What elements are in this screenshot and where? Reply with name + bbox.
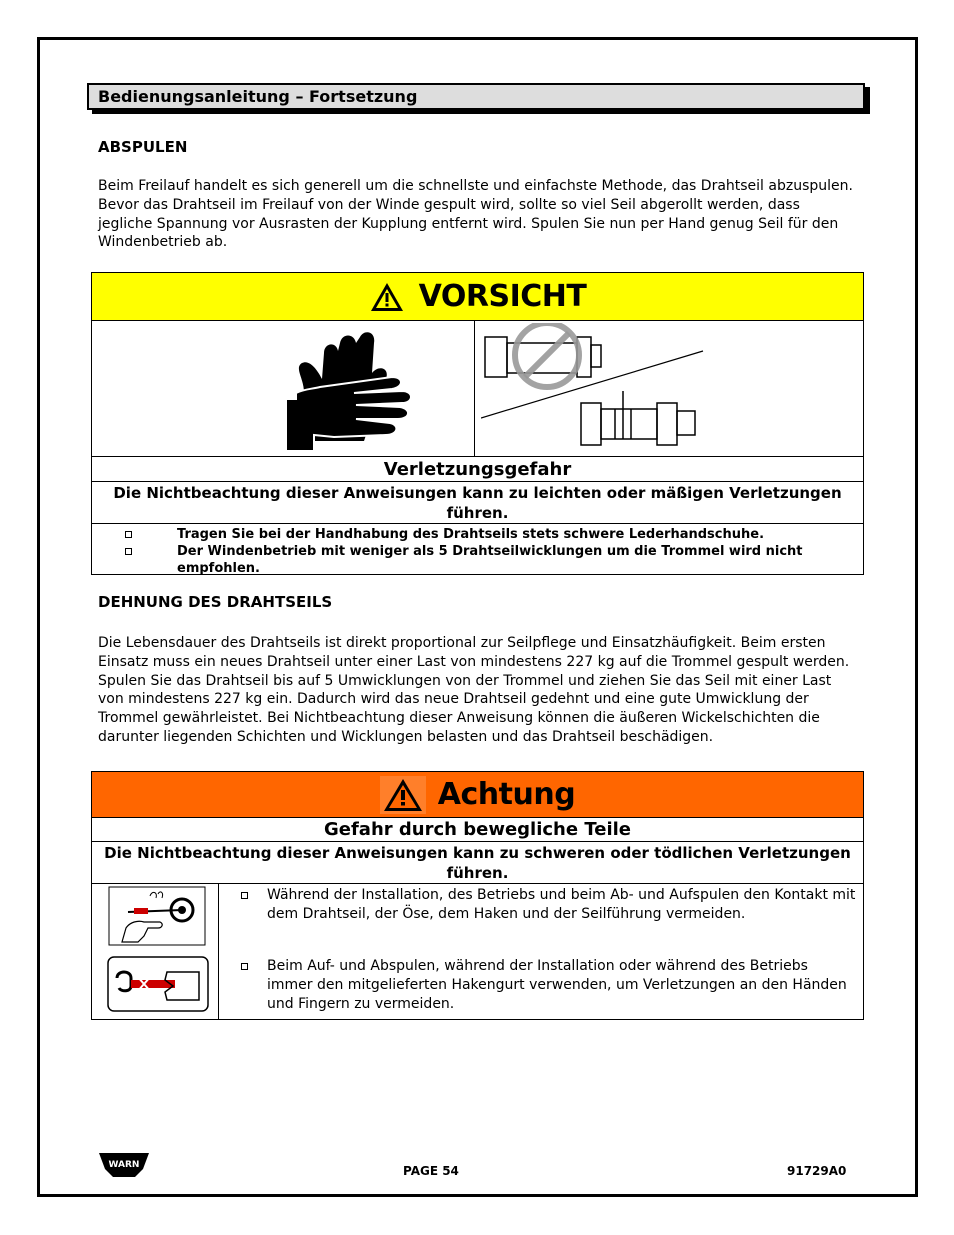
list-item: Beim Auf- und Abspulen, während der Installation oder während des Betriebs immer den mitgelieferten Hakengurt verwenden, um Verletzungen an den Händen und Fingern zu vermeiden. [267,957,857,1013]
para-abspulen: Beim Freilauf handelt es sich generell um die schnellste und einfachste Methode, das Drahtseil abzuspulen. Bevor das Drahtseil im Freilauf von der Winde gespult wird, sollte so viel Seil abgerollt werden, dass jegliche Spannung vor Ausrasten der Kupplung entfernt wird. Spulen Sie nun per Hand genug Seil für den Windenbetrieb ab. [98,178,853,251]
warning-subtitle-row [92,818,863,842]
list-item: Während der Installation, des Betriebs und beim Ab- und Aufspulen den Kontakt mit dem Drahtseil, der Öse, dem Haken und der Seilführung vermeiden. [267,886,857,924]
warn-logo [99,1153,149,1177]
page-number: PAGE 54 [403,1164,459,1178]
list-item: Der Windenbetrieb mit weniger als 5 Drahtseilwicklungen um die Trommel wird nicht empfohlen. [92,543,863,577]
caution-items-row [92,524,863,577]
bullet-icon [241,963,248,970]
caution-warning: Die Nichtbeachtung dieser Anweisungen kann zu leichten oder mäßigen Verletzungen führen. [113,484,842,522]
warning-title: Achtung [437,777,576,812]
winch-cell [475,321,863,456]
warning-triangle-icon [380,776,426,814]
bullet-icon [125,548,132,555]
doc-number: 91729A0 [787,1164,847,1178]
warning-subtitle: Gefahr durch bewegliche Teile [323,819,631,840]
hook-strap-icon [107,956,209,1012]
winch-prohibited-icon [481,323,721,455]
caution-banner [92,273,863,321]
caution-box [91,272,864,575]
caution-subtitle-row [92,457,863,482]
warning-text-cell [219,884,863,1019]
caution-title: VORSICHT [418,279,587,314]
warning-warning-row [92,842,863,884]
gloves-icon [274,323,434,455]
warning-triangle-icon [369,281,405,313]
para-dehnung: Die Lebensdauer des Drahtseils ist direkt proportional zur Seilpflege und Einsatzhäufigkeit. Beim ersten Einsatz muss ein neues Drahtseil unter einer Last von mindestens 227 kg auf die Trommel gespult werden. Spulen Sie das Drahtseil bis auf 5 Umwicklungen von der Trommel und ziehen Sie das Seil mit einer Last von mindestens 227 kg ein. Dadurch wird das neue Drahtseil gedehnt und eine gute Umwicklung der Trommel gewährleistet. Bei Nichtbeachtung dieser Anweisung können die äußeren Wickelschichten die darunter liegenden Schichten und Wicklungen belasten und das Drahtseil beschädigen. [98,635,850,745]
bullet-icon [125,531,132,538]
bullet-icon [241,892,248,899]
caution-images [92,321,863,457]
heading-dehnung: DEHNUNG DES DRAHTSEILS [98,593,333,611]
warning-warning: Die Nichtbeachtung dieser Anweisungen kann zu schweren oder tödlichen Verletzungen führen. [104,844,851,882]
caution-warning-row [92,482,863,524]
svg-text:WARN: WARN [108,1160,140,1170]
caution-subtitle: Verletzungsgefahr [383,459,572,480]
list-item: Tragen Sie bei der Handhabung des Drahtseils stets schwere Lederhandschuhe. [92,526,863,543]
warning-icons-cell [92,884,219,1019]
gloves-cell [92,321,475,456]
hand-cable-hazard-icon [108,886,206,946]
warning-items-row [92,884,863,1019]
warning-box [91,771,864,1020]
warning-banner [92,772,863,818]
heading-abspulen: ABSPULEN [98,138,188,156]
section-header: Bedienungsanleitung – Fortsetzung [87,83,865,110]
